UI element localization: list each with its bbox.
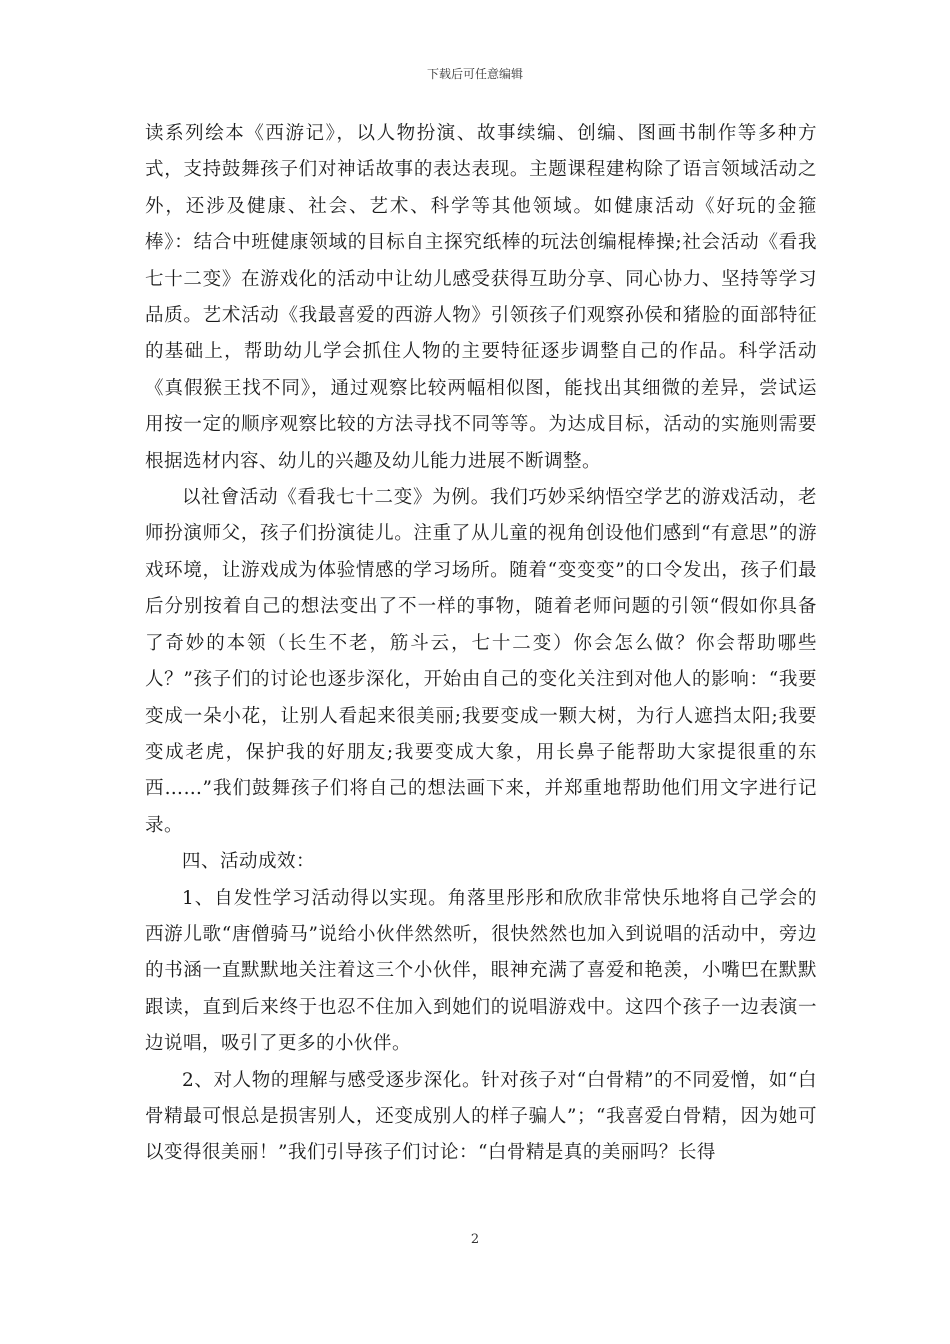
paragraph-result-2: 2、对人物的理解与感受逐步深化。针对孩子对“白骨精”的不同爱憎，如“白骨精最可恨总是损害别人，还变成别人的样子骗人”；“我喜爱白骨精，因为她可以变得很美丽！”我们引导孩子们讨论：“白骨精是真的美丽吗？长得: [145, 1069, 817, 1164]
paragraph-social-activity: 以社會活动《看我七十二变》为例。我们巧妙采纳悟空学艺的游戏活动，老师扮演师父，孩子们扮演徒儿。注重了从儿童的视角创设他们感到“有意思”的游戏环境，让游戏成为体验情感的学习场所。随着“变变变”的口令发出，孩子们最后分别按着自己的想法变出了不一样的事物，随着老师问题的引领“假如你具备了奇妙的本领（长生不老，筋斗云，七十二变）你会怎么做？你会帮助哪些人？”孩子们的讨论也逐步深化，开始由自己的变化关注到对他人的影响：“我要变成一朵小花，让别人看起来很美丽;我要变成一颗大树，为行人遮挡太阳;我要变成老虎，保护我的好朋友;我要变成大象，用长鼻子能帮助大家提很重的东西……”我们鼓舞孩子们将自己的想法画下来，并郑重地帮助他们用文字进行记录。: [145, 487, 817, 836]
paragraph-themes: 读系列绘本《西游记》，以人物扮演、故事续编、创编、图画书制作等多种方式，支持鼓舞孩子们对神话故事的表达表现。主题课程建构除了语言领域活动之外，还涉及健康、社会、艺术、科学等其他领域。如健康活动《好玩的金箍棒》：结合中班健康领域的目标自主探究纸棒的玩法创编棍棒操;社会活动《看我七十二变》在游戏化的活动中让幼儿感受获得互助分享、同心协力、坚持等学习品质。艺术活动《我最喜爱的西游人物》引领孩子们观察孙侯和猪脸的面部特征的基础上，帮助幼儿学会抓住人物的主要特征逐步调整自己的作品。科学活动《真假猴王找不同》，通过观察比较两幅相似图，能找出其细微的差异，尝试运用按一定的顺序观察比较的方法寻找不同等等。为达成目标，活动的实施则需要根据选材内容、幼儿的兴趣及幼儿能力进展不断调整。: [145, 123, 817, 472]
page-header: 下载后可任意编辑: [426, 67, 523, 81]
section-heading-results: 四、活动成效：: [182, 851, 316, 873]
page-number: 2: [470, 1232, 480, 1247]
document-body: [145, 116, 817, 1172]
paragraph-result-1: 1、自发性学习活动得以实现。角落里彤彤和欣欣非常快乐地将自己学会的西游儿歌“唐僧骑马”说给小伙伴然然听，很快然然也加入到说唱的活动中，旁边的书涵一直默默地关注着这三个小伙伴，眼神充满了喜爱和艳羡，小嘴巴在默默跟读，直到后来终于也忍不住加入到她们的说唱游戏中。这四个孩子一边表演一边说唱，吸引了更多的小伙伴。: [145, 887, 817, 1055]
